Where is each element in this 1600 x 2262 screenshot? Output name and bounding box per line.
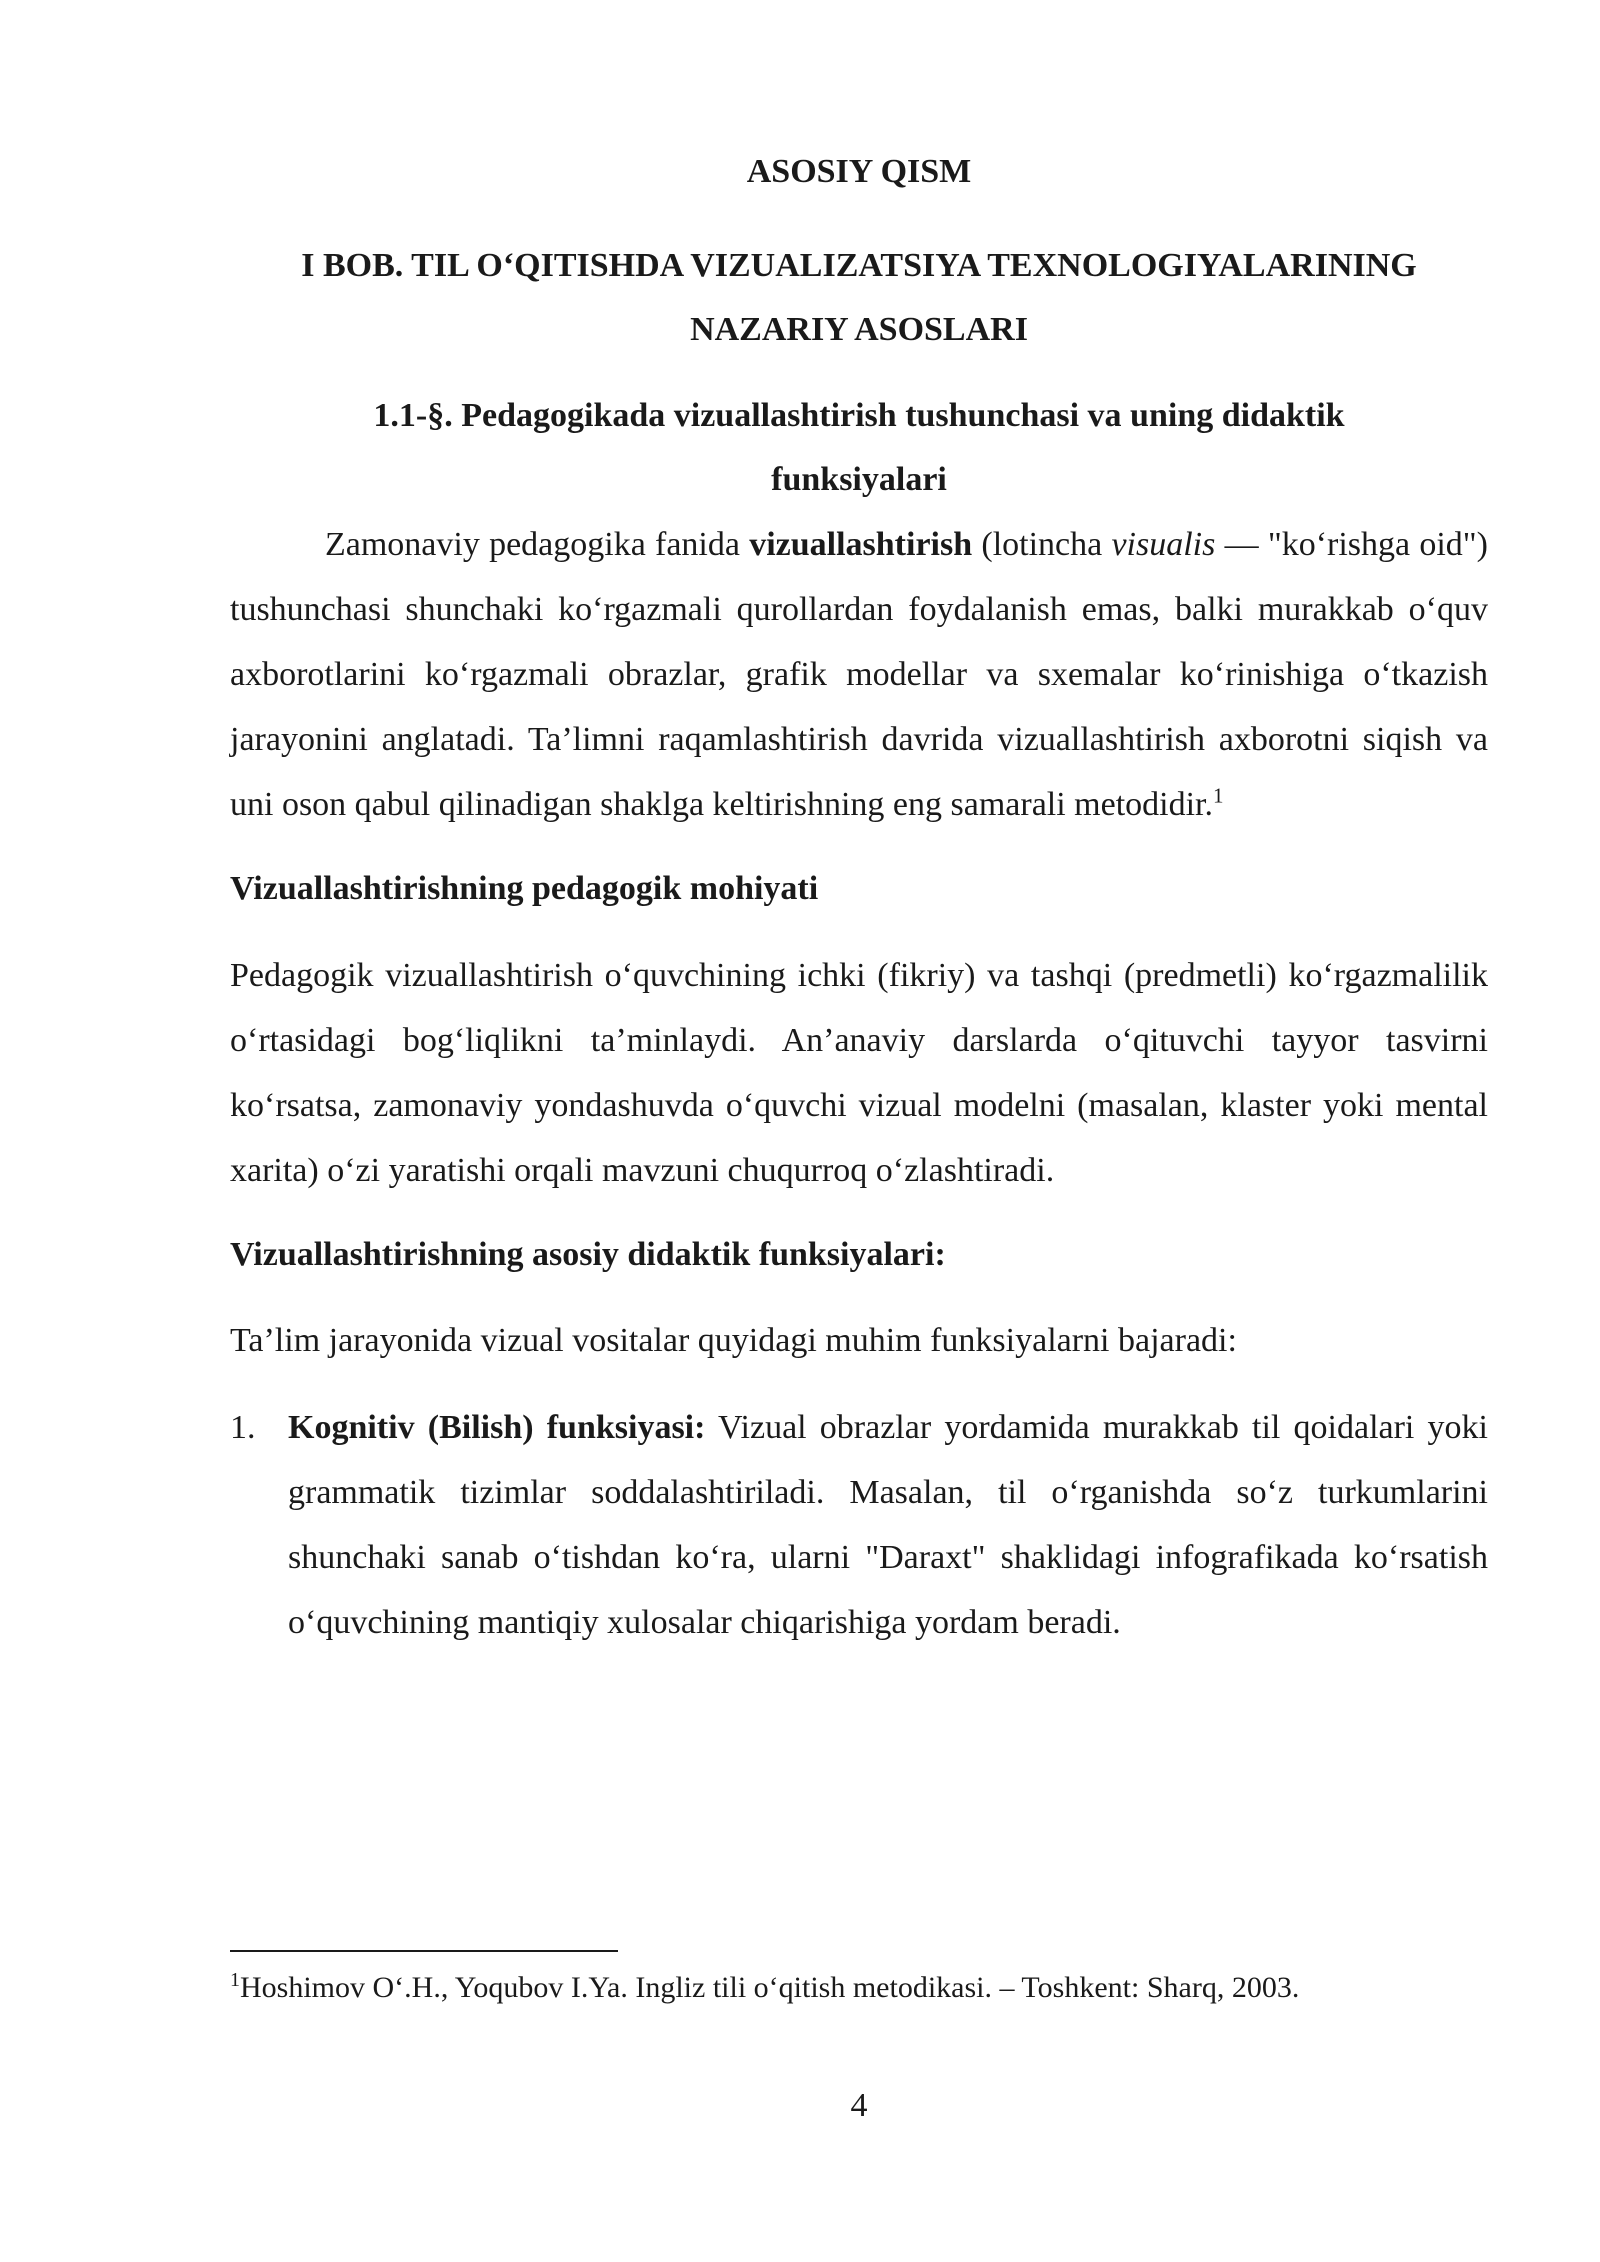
footnote: [230, 1968, 1488, 2008]
intro-term: vizuallashtirish: [749, 526, 973, 563]
chapter-title: [230, 234, 1488, 362]
list-item: [230, 1395, 1488, 1655]
main-title: ASOSIY QISM: [746, 153, 972, 190]
list-item-text: Vizual obrazlar yordamida murakkab til qoidalari yoki grammatik tizimlar soddalashtiriladi. Masalan, til o‘rganishda so‘z turkumlarini shunchaki sanab o‘tishdan ko‘ra, ularni "Daraxt" shaklidagi infografikada ko‘rsatish o‘quvchining mantiqiy xulosalar chiqarishiga yordam beradi.: [288, 1409, 1488, 1641]
chapter-title-line-2: NAZARIY ASOSLARI: [690, 311, 1028, 348]
essence-paragraph: Pedagogik vizuallashtirish o‘quvchining ichki (fikriy) va tashqi (predmetli) ko‘rgazmalilik o‘rtasidagi bog‘liqlikni ta’minlaydi. An’anaviy darslarda o‘qituvchi tayyor tasvirni ko‘rsatsa, zamonaviy yondashuvda o‘quvchi vizual modelni (masalan, klaster yoki mental xarita) o‘zi yaratishi orqali mavzuni chuqurroq o‘zlashtiradi.: [230, 957, 1488, 1189]
page-number: 4: [850, 2087, 868, 2124]
essence-heading: Vizuallashtirishning pedagogik mohiyati: [230, 870, 819, 907]
functions-heading: Vizuallashtirishning asosiy didaktik funksiyalari:: [230, 1236, 946, 1273]
footnote-divider: [230, 1950, 618, 1952]
section-title-line-1: 1.1-§. Pedagogikada vizuallashtirish tushunchasi va uning didaktik: [373, 397, 1345, 434]
footnote-text: Hoshimov O‘.H., Yoqubov I.Ya. Ingliz tili o‘qitish metodikasi. – Toshkent: Sharq, 2003.: [240, 1971, 1300, 2004]
list-item-number: 1.: [230, 1409, 256, 1446]
functions-intro: Ta’lim jarayonida vizual vositalar quyidagi muhim funksiyalarni bajaradi:: [230, 1322, 1237, 1359]
section-title: [230, 384, 1488, 512]
intro-text-middle: (lotincha: [972, 526, 1112, 563]
list-item-title: Kognitiv (Bilish) funksiyasi:: [288, 1409, 706, 1446]
intro-paragraph: [230, 512, 1488, 837]
intro-text-start: Zamonaviy pedagogika fanida: [325, 526, 750, 563]
chapter-title-line-1: I BOB. TIL O‘QITISHDA VIZUALIZATSIYA TEXNOLOGIYALARINING: [301, 247, 1417, 284]
section-title-line-2: funksiyalari: [771, 461, 947, 498]
page-body: [230, 140, 1488, 1655]
footnote-mark: 1: [230, 1969, 240, 1991]
intro-latin-word: visualis: [1111, 526, 1216, 563]
footnote-reference[interactable]: 1: [1213, 783, 1224, 808]
intro-text-rest: — "ko‘rishga oid") tushunchasi shunchaki ko‘rgazmali qurollardan foydalanish emas, balki murakkab o‘quv axborotlarini ko‘rgazmali obrazlar, grafik modellar va sxemalar ko‘rinishiga o‘tkazish jarayonini anglatadi. Ta’limni raqamlashtirish davrida vizuallashtirish axborotni siqish va uni oson qabul qilinadigan shaklga keltirishning eng samarali metodidir.: [230, 526, 1488, 823]
